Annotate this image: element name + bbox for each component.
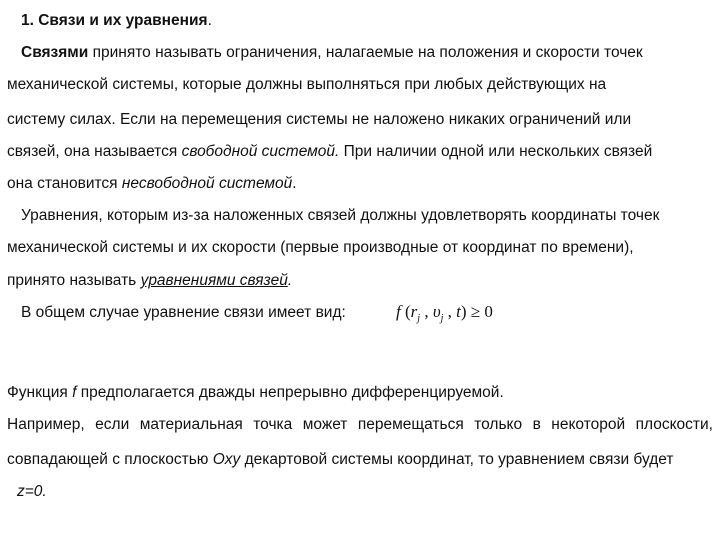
equation-z0: z=0. xyxy=(17,483,47,500)
heading-dot: . xyxy=(207,12,212,29)
term-svyazi: Связями xyxy=(21,44,89,61)
section-heading-text: 1. Связи и их уравнения xyxy=(21,12,208,29)
section-heading xyxy=(21,11,720,31)
paragraph-line: Уравнения, которым из-за наложенных связей должны удовлетворять координаты точек xyxy=(21,207,660,224)
paragraph-line: В общем случае уравнение связи имеет вид: xyxy=(21,304,346,321)
paragraph-line: принято называть уравнениями связей. xyxy=(7,272,293,289)
plane-oxy: Oxy xyxy=(212,451,241,468)
paragraph-line: Функция f предполагается дважды непрерывно дифференцируемой. xyxy=(7,384,504,401)
term-constraint-equations: уравнениями связей xyxy=(140,272,288,289)
paragraph-line-justified: Например, если материальная точка может перемещаться только в некоторой плоскости, xyxy=(7,416,713,433)
paragraph-line: совпадающей с плоскостью Oxy декартовой системы координат, то уравнением связи будет xyxy=(7,451,674,468)
paragraph-line: связей, она называется свободной системой. При наличии одной или нескольких связей xyxy=(7,143,653,160)
function-f: f xyxy=(72,384,77,401)
paragraph-line: механической системы и их скорости (первые производные от координат по времени), xyxy=(7,239,634,256)
paragraph-line: она становится несвободной системой. xyxy=(7,175,297,192)
paragraph-line: систему силах. Если на перемещения системы не наложено никаких ограничений или xyxy=(7,111,632,128)
constraint-formula: f ($r_j$ , $\upsilon_j$ , t) ≥ 0 xyxy=(396,302,493,324)
paragraph-line: механической системы, которые должны выполняться при любых действующих на xyxy=(7,76,607,93)
term-non-free-system: несвободной системой xyxy=(121,175,293,192)
paragraph-line: Связями принято называть ограничения, налагаемые на положения и скорости точек xyxy=(21,44,643,61)
term-free-system: свободной системой. xyxy=(181,143,340,160)
